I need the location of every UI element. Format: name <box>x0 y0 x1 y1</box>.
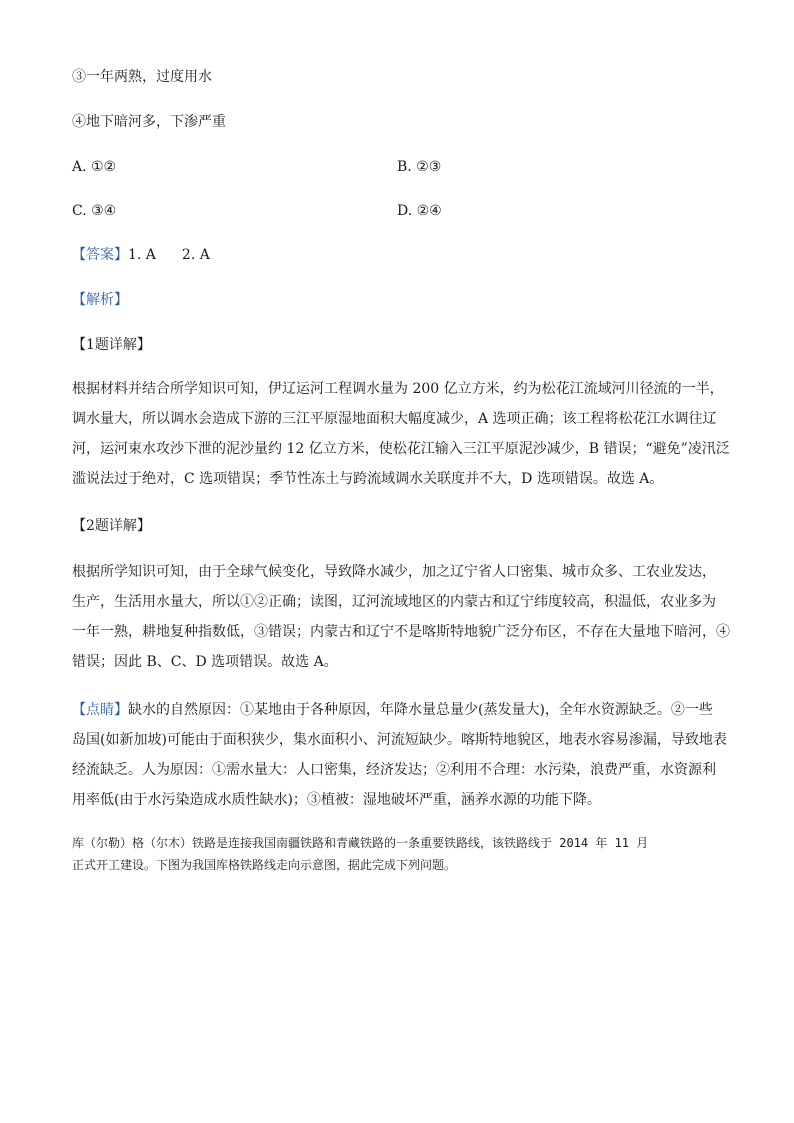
detail1-line: 河，运河束水攻沙下泄的泥沙量约 12 亿立方米，使松花江输入三江平原泥沙减少，B 错误；“避免”凌汛泛 <box>72 441 730 457</box>
detail1-line: 滥说法过于绝对，C 选项错误；季节性冻土与跨流域调水关联度并不大，D 选项错误。故选 A。 <box>72 471 664 487</box>
detail1-paragraph <box>72 374 730 494</box>
answer-label: 【答案】 <box>72 247 128 263</box>
analysis-label: 【解析】 <box>72 292 128 308</box>
detail2-paragraph <box>72 557 730 677</box>
answer-line <box>72 245 210 265</box>
detail2-line: 错误；因此 B、C、D 选项错误。故选 A。 <box>72 654 338 670</box>
detail2-line: 生产，生活用水量大，所以①②正确；读图，辽河流域地区的内蒙古和辽宁纬度较高，积温低，农业多为 <box>72 594 716 610</box>
tip-line: 经流缺乏。人为原因：①需水量大：人口密集，经济发达；②利用不合理：水污染，浪费严重，水资源利 <box>72 762 716 778</box>
tip-line: 用率低(由于水污染造成水质性缺水)；③植被：湿地破坏严重，涵养水源的功能下降。 <box>72 792 601 808</box>
detail1-line: 根据材料并结合所学知识可知，伊辽运河工程调水量为 200 亿立方米，约为松花江流域河川径流的一半， <box>72 381 724 397</box>
option-b: B. ②③ <box>397 159 442 175</box>
detail2-line: 根据所学知识可知，由于全球气候变化，导致降水减少，加之辽宁省人口密集、城市众多、工农业发达， <box>72 564 716 580</box>
option-a: A. ①② <box>72 159 117 175</box>
item-3: ③一年两熟，过度用水 <box>72 69 212 85</box>
stem-line: 正式开工建设。下图为我国库格铁路线走向示意图，据此完成下列问题。 <box>72 858 457 872</box>
tip-line: 岛国(如新加坡)可能由于面积狭少，集水面积小、河流短缺少。喀斯特地貌区，地表水容易渗漏，导致地表 <box>72 732 727 748</box>
tip-line: 缺水的自然原因：①某地由于各种原因，年降水量总量少(蒸发量大)，全年水资源缺乏。②一些 <box>128 702 713 718</box>
detail2-heading: 【2题详解】 <box>72 518 151 534</box>
next-question-stem <box>72 832 724 876</box>
detail2-line: 一年一熟，耕地复种指数低，③错误；内蒙古和辽宁不是喀斯特地貌广泛分布区，不存在大量地下暗河，④ <box>72 624 730 640</box>
detail1-line: 调水量大，所以调水会造成下游的三江平原湿地面积大幅度减少，A 选项正确；该工程将松花江水调往辽 <box>72 411 717 427</box>
item-4: ④地下暗河多，下渗严重 <box>72 114 226 130</box>
stem-line: 库（尔勒）格（尔木）铁路是连接我国南疆铁路和青藏铁路的一条重要铁路线，该铁路线于 2014 年 11 月 <box>72 836 649 850</box>
option-c: C. ③④ <box>72 203 117 219</box>
tip-paragraph <box>72 695 727 815</box>
option-d: D. ②④ <box>397 203 442 219</box>
detail1-heading: 【1题详解】 <box>72 337 151 353</box>
answer-q2: 2. A <box>181 247 210 263</box>
tip-label: 【点睛】 <box>72 702 128 718</box>
answer-q1: 1. A <box>128 247 156 263</box>
